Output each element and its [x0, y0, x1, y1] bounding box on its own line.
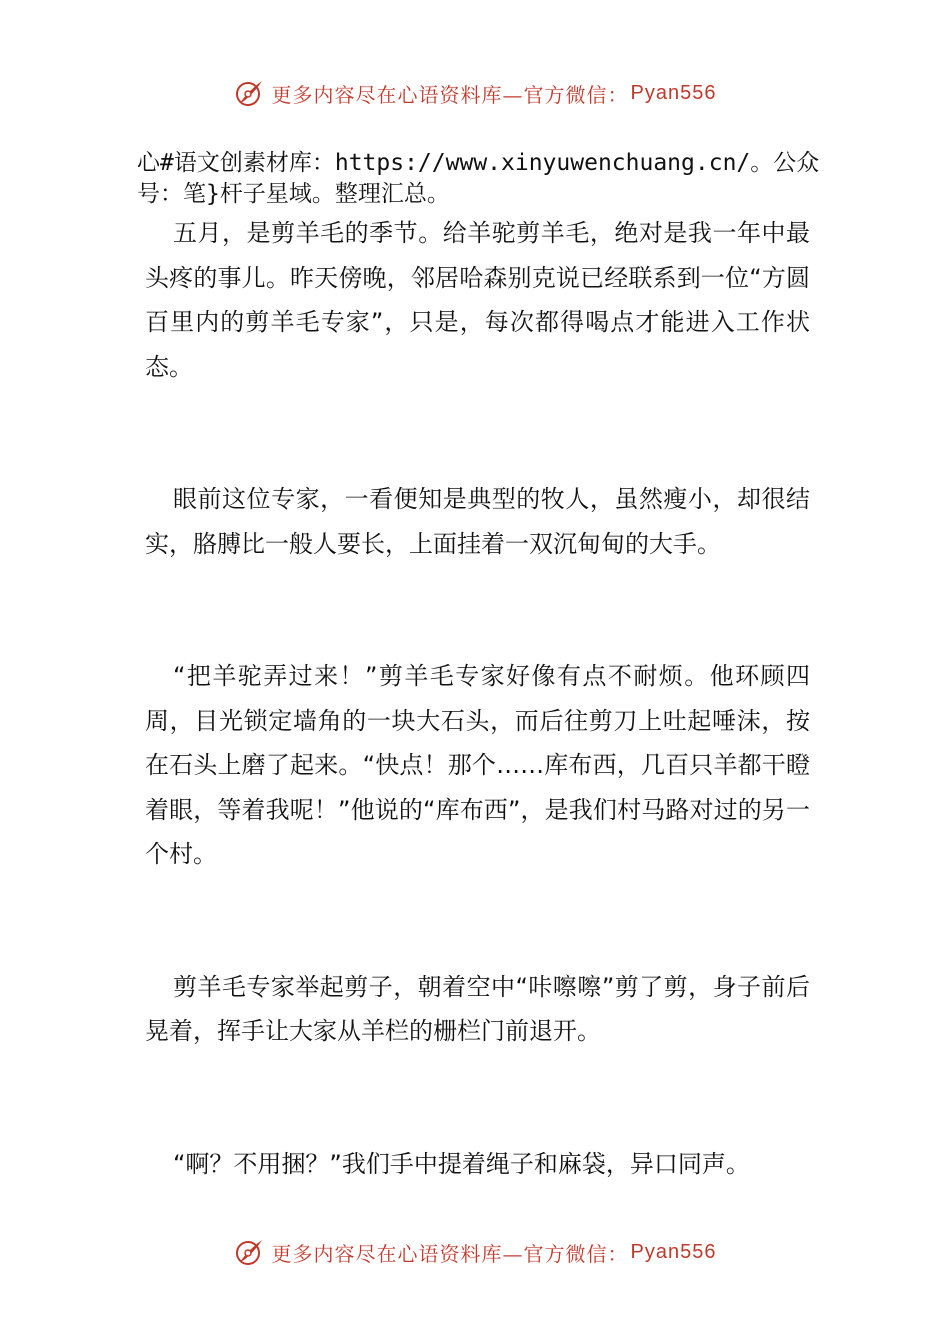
quill-logo-icon	[234, 77, 266, 109]
wechat-id: Pyan556	[630, 81, 717, 104]
source-line: 心#语文创素材库：https://www.xinyuwenchuang.cn/。公众号：笔}杆子星域。整理汇总。	[137, 150, 820, 207]
paragraph-1: 五月，是剪羊毛的季节。给羊驼剪羊毛，绝对是我一年中最头疼的事儿。昨天傍晚，邻居哈森别克说已经联系到一位“方圆百里内的剪羊毛专家”，只是，每次都得喝点才能进入工作状态。	[145, 219, 810, 381]
paragraph-4: 剪羊毛专家举起剪子，朝着空中“咔嚓嚓”剪了剪，身子前后晃着，挥手让大家从羊栏的栅栏门前退开。	[145, 972, 810, 1045]
header-banner	[0, 73, 950, 113]
wechat-id: Pyan556	[630, 1240, 717, 1263]
paragraph-2: 眼前这位专家，一看便知是典型的牧人，虽然瘦小，却很结实，胳膊比一般人要长，上面挂着一双沉甸甸的大手。	[145, 485, 810, 558]
footer-banner	[0, 1232, 950, 1272]
paragraph-5: “啊？不用捆？”我们手中提着绳子和麻袋，异口同声。	[173, 1149, 750, 1178]
banner-text: 更多内容尽在心语资料库—官方微信：	[271, 1241, 629, 1266]
quill-logo-icon	[234, 1236, 266, 1268]
article-body	[145, 211, 810, 1274]
banner-text: 更多内容尽在心语资料库—官方微信：	[271, 82, 629, 107]
paragraph-3: “把羊驼弄过来！”剪羊毛专家好像有点不耐烦。他环顾四周，目光锁定墙角的一块大石头，而后往剪刀上吐起唾沫，按在石头上磨了起来。“快点！那个……库布西，几百只羊都干瞪着眼，等着我呢！”他说的“库布西”，是我们村马路对过的另一个村。	[145, 662, 810, 868]
